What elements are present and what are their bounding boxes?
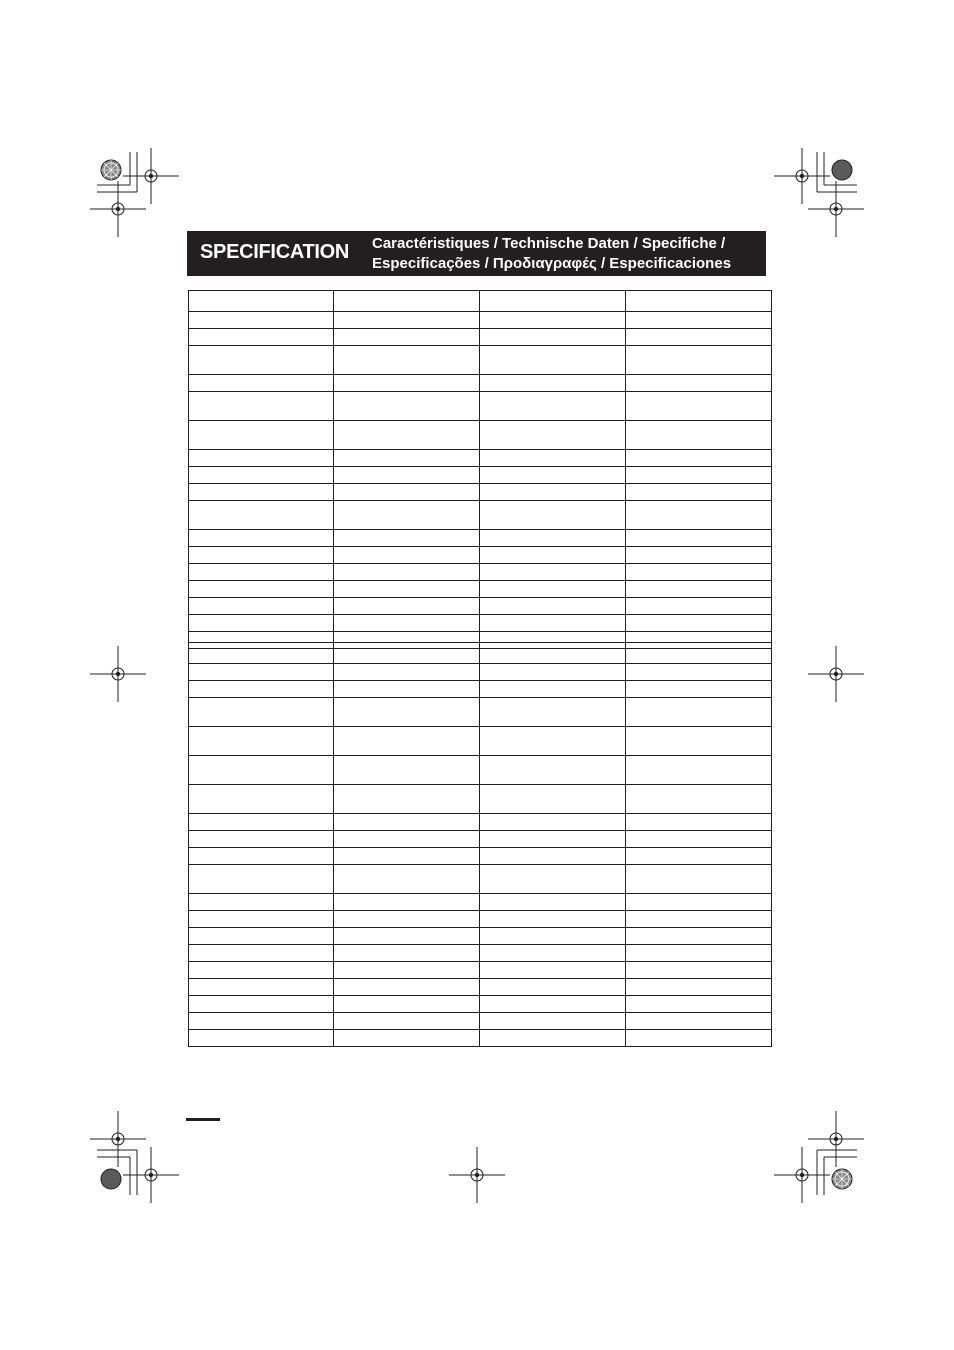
table-cell — [480, 615, 626, 632]
table-row — [189, 831, 772, 848]
table-cell — [334, 1030, 480, 1047]
table-row — [189, 727, 772, 756]
table-cell — [334, 727, 480, 756]
table-cell — [334, 530, 480, 547]
table-row — [189, 814, 772, 831]
table-cell — [189, 501, 334, 530]
table-cell — [334, 467, 480, 484]
table-cell — [189, 530, 334, 547]
table-cell — [189, 756, 334, 785]
table-cell — [334, 1013, 480, 1030]
table-cell — [480, 484, 626, 501]
table-row — [189, 346, 772, 375]
table-cell — [334, 894, 480, 911]
table-cell — [626, 1013, 772, 1030]
registration-mark-bottom-center — [449, 1147, 505, 1203]
table-cell — [189, 329, 334, 346]
table-row — [189, 664, 772, 681]
table-cell — [334, 911, 480, 928]
table-row — [189, 911, 772, 928]
table-cell — [480, 945, 626, 962]
table-cell — [626, 346, 772, 375]
table-cell — [189, 1030, 334, 1047]
table-row — [189, 865, 772, 894]
table-cell — [480, 312, 626, 329]
table-cell — [480, 530, 626, 547]
table-row — [189, 756, 772, 785]
table-row — [189, 1030, 772, 1047]
table-row — [189, 615, 772, 632]
table-cell — [334, 962, 480, 979]
table-cell — [626, 928, 772, 945]
table-cell — [480, 928, 626, 945]
table-row — [189, 598, 772, 615]
page-title: SPECIFICATION — [200, 241, 350, 263]
table-cell — [480, 392, 626, 421]
table-cell — [334, 848, 480, 865]
table-row — [189, 312, 772, 329]
table-cell — [480, 727, 626, 756]
table-cell — [189, 894, 334, 911]
table-cell — [480, 329, 626, 346]
table-cell — [189, 814, 334, 831]
table-cell — [334, 831, 480, 848]
table-cell — [480, 643, 626, 664]
table-row — [189, 375, 772, 392]
table-row — [189, 530, 772, 547]
table-cell — [189, 581, 334, 598]
table-cell — [626, 698, 772, 727]
table-cell — [480, 664, 626, 681]
subtitle-line-2: Especificações / Προδιαγραφές / Especificaciones — [372, 255, 732, 272]
table-cell — [480, 911, 626, 928]
table-cell — [480, 467, 626, 484]
table-cell — [626, 450, 772, 467]
table-row — [189, 698, 772, 727]
table-cell — [626, 894, 772, 911]
table-cell — [189, 346, 334, 375]
table-cell — [626, 664, 772, 681]
table-cell — [626, 501, 772, 530]
table-cell — [626, 962, 772, 979]
table-cell — [626, 291, 772, 312]
table-row — [189, 450, 772, 467]
table-cell — [480, 785, 626, 814]
table-cell — [189, 312, 334, 329]
table-cell — [626, 831, 772, 848]
table-cell — [334, 945, 480, 962]
table-cell — [626, 564, 772, 581]
table-cell — [626, 848, 772, 865]
table-cell — [189, 911, 334, 928]
table-cell — [334, 615, 480, 632]
table-cell — [189, 945, 334, 962]
table-cell — [626, 945, 772, 962]
table-cell — [189, 598, 334, 615]
table-cell — [480, 865, 626, 894]
table-cell — [626, 598, 772, 615]
table-cell — [626, 911, 772, 928]
table-cell — [334, 484, 480, 501]
table-cell — [480, 1030, 626, 1047]
table-cell — [189, 996, 334, 1013]
registration-mark-middle-right — [808, 646, 864, 702]
table-row — [189, 329, 772, 346]
table-row — [189, 848, 772, 865]
table-row — [189, 547, 772, 564]
table-row — [189, 979, 772, 996]
table-row — [189, 392, 772, 421]
table-cell — [626, 814, 772, 831]
registration-mark-top-left — [90, 148, 179, 237]
table-cell — [626, 785, 772, 814]
table-cell — [189, 291, 334, 312]
table-cell — [189, 928, 334, 945]
table-cell — [480, 996, 626, 1013]
table-cell — [480, 598, 626, 615]
table-cell — [189, 865, 334, 894]
registration-mark-bottom-left — [90, 1111, 179, 1203]
table-row — [189, 484, 772, 501]
table-row — [189, 894, 772, 911]
table-cell — [189, 785, 334, 814]
table-cell — [480, 831, 626, 848]
table-cell — [334, 814, 480, 831]
table-row — [189, 962, 772, 979]
table-cell — [480, 450, 626, 467]
table-cell — [334, 329, 480, 346]
table-cell — [334, 450, 480, 467]
table-cell — [334, 346, 480, 375]
table-cell — [626, 979, 772, 996]
table-cell — [626, 421, 772, 450]
table-cell — [334, 979, 480, 996]
table-cell — [480, 547, 626, 564]
spec-table-2 — [188, 642, 772, 1047]
table-row — [189, 928, 772, 945]
table-cell — [626, 727, 772, 756]
table-cell — [626, 1030, 772, 1047]
table-cell — [189, 375, 334, 392]
table-cell — [189, 962, 334, 979]
table-cell — [189, 643, 334, 664]
table-cell — [334, 681, 480, 698]
table-cell — [480, 291, 626, 312]
table-cell — [626, 392, 772, 421]
table-cell — [334, 392, 480, 421]
table-cell — [480, 814, 626, 831]
table-cell — [480, 581, 626, 598]
registration-mark-top-right — [774, 148, 864, 237]
table-cell — [626, 329, 772, 346]
table-cell — [480, 698, 626, 727]
table-row — [189, 945, 772, 962]
table-row — [189, 996, 772, 1013]
table-cell — [480, 681, 626, 698]
table-cell — [626, 530, 772, 547]
table-cell — [480, 501, 626, 530]
table-row — [189, 291, 772, 312]
spec-table-1 — [188, 290, 772, 649]
table-cell — [480, 375, 626, 392]
page-number-bar — [186, 1118, 220, 1121]
registration-mark-bottom-right — [774, 1111, 864, 1203]
table-cell — [189, 664, 334, 681]
table-row — [189, 643, 772, 664]
table-row — [189, 681, 772, 698]
subtitle-line-1: Caractéristiques / Technische Daten / Specifiche / — [372, 235, 726, 252]
table-row — [189, 785, 772, 814]
table-cell — [189, 727, 334, 756]
table-cell — [334, 928, 480, 945]
table-cell — [189, 615, 334, 632]
table-cell — [334, 664, 480, 681]
table-cell — [189, 547, 334, 564]
table-row — [189, 1013, 772, 1030]
table-cell — [626, 643, 772, 664]
table-cell — [480, 1013, 626, 1030]
table-cell — [334, 581, 480, 598]
table-cell — [334, 785, 480, 814]
table-cell — [334, 865, 480, 894]
table-cell — [189, 450, 334, 467]
table-cell — [189, 681, 334, 698]
table-cell — [626, 375, 772, 392]
table-cell — [626, 467, 772, 484]
table-cell — [189, 1013, 334, 1030]
table-cell — [189, 831, 334, 848]
table-cell — [334, 501, 480, 530]
table-cell — [626, 681, 772, 698]
table-cell — [334, 756, 480, 785]
table-cell — [334, 421, 480, 450]
registration-mark-middle-left — [90, 646, 146, 702]
table-cell — [480, 979, 626, 996]
table-cell — [189, 848, 334, 865]
table-row — [189, 467, 772, 484]
table-cell — [626, 865, 772, 894]
table-cell — [480, 346, 626, 375]
table-cell — [480, 756, 626, 785]
table-cell — [480, 421, 626, 450]
table-cell — [626, 547, 772, 564]
table-row — [189, 581, 772, 598]
table-cell — [626, 615, 772, 632]
page-subtitle — [372, 234, 764, 274]
table-cell — [626, 756, 772, 785]
table-cell — [334, 547, 480, 564]
table-cell — [334, 312, 480, 329]
table-cell — [480, 848, 626, 865]
table-cell — [189, 392, 334, 421]
specification-header — [187, 231, 766, 276]
table-cell — [189, 484, 334, 501]
table-row — [189, 564, 772, 581]
table-cell — [334, 598, 480, 615]
table-cell — [189, 421, 334, 450]
table-cell — [334, 564, 480, 581]
table-cell — [334, 291, 480, 312]
table-cell — [626, 581, 772, 598]
table-cell — [189, 564, 334, 581]
table-cell — [480, 564, 626, 581]
table-cell — [334, 996, 480, 1013]
table-cell — [334, 643, 480, 664]
table-cell — [189, 979, 334, 996]
table-row — [189, 501, 772, 530]
table-cell — [189, 467, 334, 484]
table-cell — [480, 894, 626, 911]
table-cell — [626, 312, 772, 329]
table-cell — [626, 996, 772, 1013]
table-cell — [626, 484, 772, 501]
table-row — [189, 421, 772, 450]
table-cell — [334, 698, 480, 727]
table-cell — [189, 698, 334, 727]
table-cell — [480, 962, 626, 979]
table-cell — [334, 375, 480, 392]
